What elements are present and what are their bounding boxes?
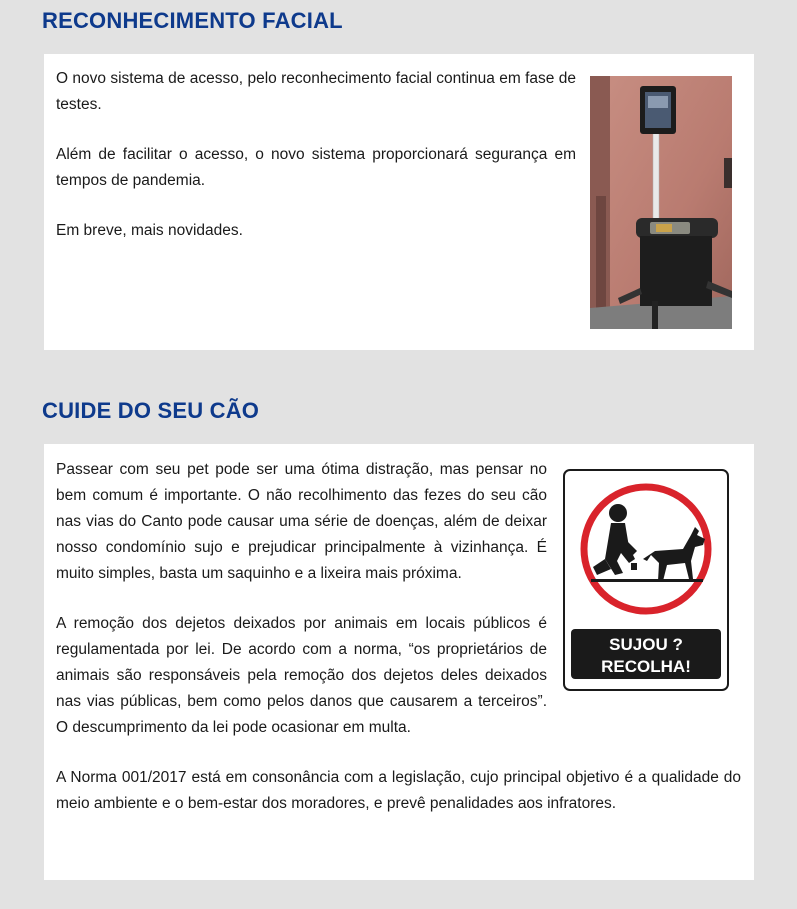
pick-up-after-dog-sign bbox=[563, 469, 729, 691]
section-title-facial-recognition: RECONHECIMENTO FACIAL bbox=[42, 8, 343, 33]
sign-text-line2: RECOLHA! bbox=[601, 657, 691, 676]
facial-recognition-card bbox=[44, 54, 754, 350]
paragraph: A Norma 001/2017 está em consonância com a legislação, cujo principal objetivo é a qualidade do meio ambiente e o bem-estar dos moradores, e prevê penalidades aos infratores. bbox=[56, 769, 741, 812]
dog-care-card bbox=[44, 444, 754, 880]
paragraph: A remoção dos dejetos deixados por animais em locais públicos é regulamentada por lei. De acordo com a norma, “os proprietários de animais são responsáveis pela remoção dos dejetos deles deixados nas vias públicas, bem como pelos danos que causarem a terceiros”. O descumprimento da lei pode ocasionar em multa. bbox=[56, 615, 547, 736]
paragraph: Passear com seu pet pode ser uma ótima distração, mas pensar no bem comum é importante. O não recolhimento das fezes do seu cão nas vias do Canto pode causar uma série de doenças, além de deixar nosso condomínio sujo e prejudicar principalmente à vizinhança. É muito simples, basta um saquinho e a lixeira mais próxima. bbox=[56, 461, 547, 582]
paragraph: Além de facilitar o acesso, o novo sistema proporcionará segurança em tempos de pandemia. bbox=[56, 146, 576, 189]
paragraph: Em breve, mais novidades. bbox=[56, 222, 243, 239]
section-title-dog-care: CUIDE DO SEU CÃO bbox=[42, 398, 260, 423]
sign-text-line1: SUJOU ? bbox=[609, 635, 683, 654]
facial-recognition-turnstile-photo bbox=[590, 76, 732, 329]
paragraph: O novo sistema de acesso, pelo reconhecimento facial continua em fase de testes. bbox=[56, 70, 576, 113]
